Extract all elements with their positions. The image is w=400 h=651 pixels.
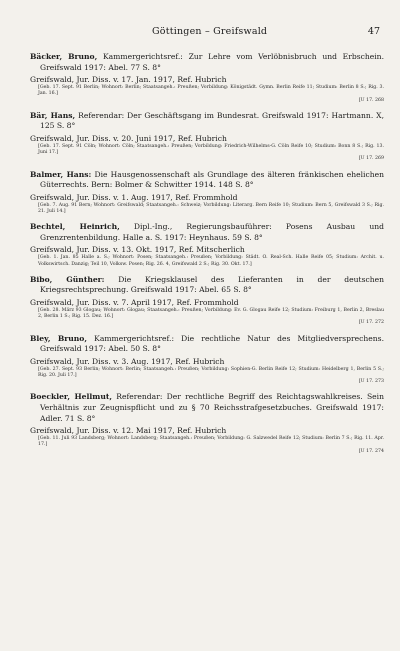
entry-notes: [Geb. 27. Sept. 93 Berlin; Wohnort: Berlin; Staatsangeh.: Preußen; Vorbildung: Sophien-G. Berlin Reife 12; Studium: Heidelberg 1, Berlin 5 S.; Rig. 20. Juli 17.] [38, 366, 384, 378]
entry-list [30, 52, 384, 462]
entry-main [30, 275, 384, 296]
entry-dissertation: Greifswald, Jur. Diss. v. 13. Okt. 1917, Ref. Mitscherlich [30, 245, 245, 255]
entry-author: Bley, Bruno, [30, 333, 88, 343]
entry-ref: [U 17. 272 [358, 320, 384, 326]
entry-notes: [Geb. 17. Sept. 91 Cöln; Wohnort: Cöln; Staatsangeh.: Preußen; Vorbildung: Friedrich-Wilhelms-G. Cöln Reife 10; Studium: Bonn 8 S.; Rig. 13. Juni 17.] [38, 143, 384, 156]
entry-ref: [U 17. 269 [358, 156, 384, 162]
entry-title: Die Hausgenossenschaft als Grundlage des älteren fränkischen ehelichen Güterrechts. Bern: Bolmer & Schwitter 1914. 148 S. 8° [40, 169, 384, 190]
entry-dissertation: Greifswald, Jur. Diss. v. 12. Mai 1917, Ref. Hubrich [30, 426, 227, 436]
entry-main [30, 111, 384, 132]
entry-dissertation: Greifswald, Jur. Diss. v. 20. Juni 1917, Ref. Hubrich [30, 133, 227, 143]
entry-notes: [Geb. 7. Aug. 91 Bern; Wohnort: Greifswald; Staatsangeh.: Schweiz; Vorbildung: Literarg. Bern Reife 10; Studium: Bern 5, Greifswald 3 S.; Rig. 21. Juli 14.] [38, 202, 384, 214]
entry-author: Bäcker, Bruno, [30, 52, 98, 61]
entry-title: Dipl.-Ing., Regierungsbauführer: Posens Ausbau und Grenzrentenbildung. Halle a. S. 1917: Heynhaus. 59 S. 8° [40, 222, 384, 242]
entry-title: Referendar: Der rechtliche Begriff des Reichtagswahlkreises. Sein Verhältnis zur Zeugnispflicht und zu § 70 Reichsstrafgesetzbuches. Greifswald 1917: Adler. 71 S. 8° [40, 392, 384, 423]
entry-title: Kammergerichtsref.: Zur Lehre vom Verlöbnisbruch und Erbschein. Greifswald 1917: Abel. 77 S. 8° [40, 52, 384, 72]
entry-ref: [U 17. 274 [358, 448, 384, 454]
entry-author: Boeckler, Hellmut, [30, 392, 112, 402]
entry-main [30, 392, 384, 424]
entry [30, 334, 384, 386]
entry-notes: [Geb. 11. Juli 93 Landsberg; Wohnort: Landsberg; Staatsangeh.: Preußen; Vorbildung: G. Salzwedel Reife 12; Studium: Berlin 7 S.; Rig. 11. Apr. 17.] [38, 436, 384, 448]
entry-title: Die Kriegsklausel des Lieferanten in der deutschen Kriegsrechtsprechung. Greifswald 1917: Abel. 65 S. 8° [40, 274, 384, 295]
entry-title: Referendar: Der Geschäftsgang im Bundesrat. Greifswald 1917: Hartmann. X, 125 S. 8° [40, 110, 384, 131]
running-title: Göttingen – Greifswald [152, 26, 268, 37]
entry [30, 52, 384, 104]
entry-author: Balmer, Hans: [30, 169, 92, 179]
entry-author: Bär, Hans, [30, 110, 76, 120]
entry [30, 222, 384, 268]
page-number: 47 [367, 26, 380, 37]
entry-main [30, 170, 384, 191]
entry-main [30, 334, 384, 355]
entry-notes: [Geb. 17. Sept. 91 Berlin; Wohnort: Berlin; Staatsangeh.: Preußen; Vorbildung: Königstädt. Gymn. Berlin Reife 11; Studium: Berlin 8 S.; Rig. 3. Jan. 16.] [38, 85, 384, 97]
entry-dissertation: Greifswald, Jur. Diss. v. 17. Jan. 1917, Ref. Hubrich [30, 75, 227, 85]
entry-main [30, 222, 384, 243]
entry-ref: [U 17. 268 [358, 97, 384, 103]
page-header [0, 26, 400, 40]
entry [30, 170, 384, 216]
entry-main [30, 52, 384, 73]
entry-ref: [U 17. 273 [358, 379, 384, 385]
entry-notes: [Geb. 1. Jan. 85 Halle a. S.; Wohnort: Posen; Staatsangeh.: Preußen; Vorbildung: Städt. O. Real-Sch. Halle Reife 05; Studium: Archit. u. Volkswirtsch. Danzig; Teil 10, Volksw. Posen; Rig. 26. 4, Greifswald 2 S.; Rig. 30. Okt. 17.] [38, 255, 384, 267]
entry [30, 275, 384, 327]
entry-dissertation: Greifswald, Jur. Diss. v. 7. April 1917, Ref. Frommhold [30, 297, 239, 307]
entry-author: Bibo, Günther: [30, 274, 105, 284]
entry-dissertation: Greifswald, Jur. Diss. v. 1. Aug. 1917, Ref. Frommhold [30, 192, 238, 202]
entry [30, 392, 384, 454]
entry-title: Kammergerichtsref.: Die rechtliche Natur des Mitgliedversprechens. Greifswald 1917: Abel. 50 S. 8° [40, 333, 384, 354]
entry-notes: [Geb. 28. März 93 Glogau; Wohnort: Glogau; Staatsangeh.: Preußen; Vorbildung: Ev. G. Glogau Reife 12; Studium: Freiburg 1, Berlin 2, Breslau 2, Berlin 1 S.; Rig. 15. Dez. 16.] [38, 307, 384, 320]
entry-dissertation: Greifswald, Jur. Diss. v. 3. Aug. 1917, Ref. Hubrich [30, 356, 225, 366]
entry-author: Bechtel, Heinrich, [30, 222, 120, 232]
entry [30, 111, 384, 163]
